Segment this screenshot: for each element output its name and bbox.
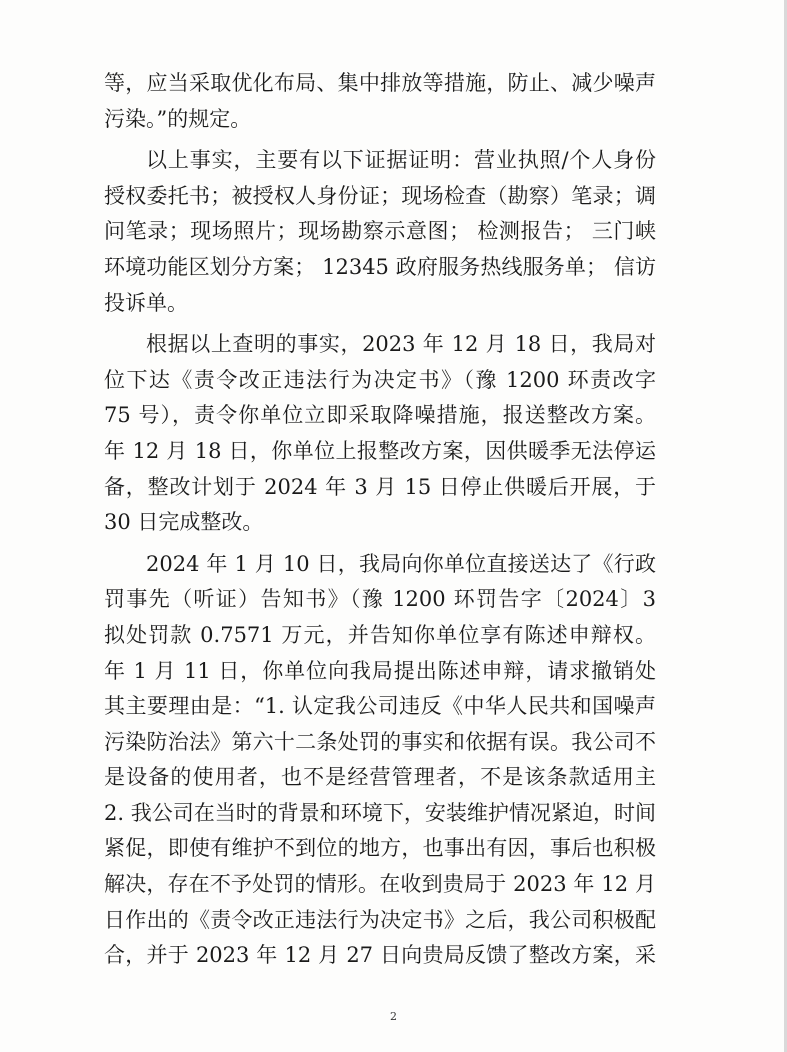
- text-line: 污染。”的规定。: [104, 106, 252, 131]
- text-line: 位下达《责令改正违法行为决定书》（豫 1200 环责改字: [104, 367, 656, 392]
- text-line: 30 日完成整改。: [104, 510, 264, 535]
- text-line: 罚事先（听证）告知书》（豫 1200 环罚告字〔2024〕3: [104, 587, 656, 612]
- text-line: 授权委托书；被授权人身份证；现场检查（勘察）笔录；调: [104, 183, 656, 208]
- text-line: 等，应当采取优化布局、集中排放等措施，防止、减少噪声: [104, 71, 656, 95]
- text-line: 污染防治法》第六十二条处罚的事实和依据有误。我公司不: [104, 729, 656, 754]
- text-line: 环境功能区划分方案； 12345 政府服务热线服务单； 信访: [104, 254, 656, 279]
- text-line: 解决，存在不予处罚的情形。在收到贵局于 2023 年 12 月: [104, 872, 656, 897]
- text-line: 紧促，即使有维护不到位的地方，也事出有因，事后也积极: [104, 836, 656, 861]
- text-line: 问笔录；现场照片；现场勘察示意图； 检测报告； 三门峡: [104, 219, 656, 244]
- text-line: 投诉单。: [104, 290, 188, 315]
- text-line: 2. 我公司在当时的背景和环境下，安装维护情况紧迫，时间: [104, 800, 656, 825]
- page-number: 2: [390, 1010, 397, 1023]
- text-line: 其主要理由是：“1. 认定我公司违反《中华人民共和国噪声: [104, 694, 656, 719]
- text-line: 年 1 月 11 日，你单位向我局提出陈述申辩，请求撤销处: [104, 658, 656, 683]
- paragraph-first-line: 根据以上查明的事实，2023 年 12 月 18 日，我局对: [146, 332, 656, 357]
- paragraph-first-line: 以上事实，主要有以下证据证明：营业执照/个人身份: [146, 148, 656, 173]
- text-line: 年 12 月 18 日，你单位上报整改方案，因供暖季无法停运: [104, 438, 656, 463]
- text-line: 日作出的《责令改正违法行为决定书》之后，我公司积极配: [104, 907, 656, 932]
- text-line: 是设备的使用者，也不是经营管理者，不是该条款适用主: [104, 765, 656, 790]
- text-line: 拟处罚款 0.7571 万元，并告知你单位享有陈述申辩权。: [104, 622, 656, 647]
- paragraph-first-line: 2024 年 1 月 10 日，我局向你单位直接送达了《行政: [146, 551, 656, 576]
- text-line: 75 号），责令你单位立即采取降噪措施，报送整改方案。: [104, 403, 656, 428]
- text-line: 备，整改计划于 2024 年 3 月 15 日停止供暖后开展，于: [104, 474, 656, 499]
- text-line: 合，并于 2023 年 12 月 27 日向贵局反馈了整改方案，采: [104, 943, 656, 968]
- body-text: [104, 66, 656, 974]
